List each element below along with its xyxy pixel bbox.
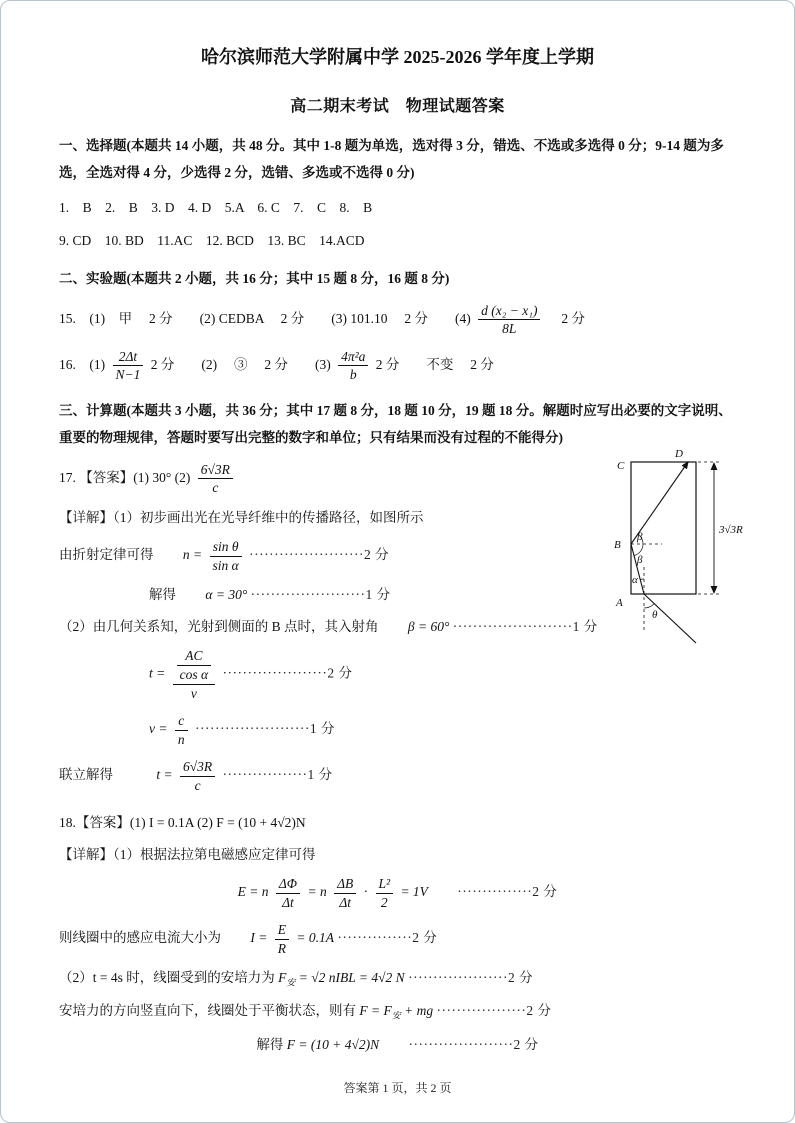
q17-t-lhs: t =: [149, 665, 166, 681]
q18-equilibrium-text: 安培力的方向竖直向下，线圈处于平衡状态，则有: [59, 1003, 356, 1019]
q18-emf-eq-2: = n: [307, 884, 327, 900]
q15-score: 2 分: [547, 310, 585, 326]
q18-ampere-text: （2）t = 4s 时，线圈受到的安培力为: [59, 970, 275, 986]
label-beta-lower: β: [637, 554, 643, 566]
question-15-answers: [59, 302, 736, 338]
single-choice-answers: 1. B 2. B 3. D 4. D 5.A 6. C 7. C 8. B: [59, 200, 373, 216]
label-alpha: α: [632, 574, 638, 586]
q17-t2-dots: ·················1 分: [222, 767, 333, 783]
q16-fraction-2-denominator: b: [349, 367, 357, 383]
optical-fiber-diagram: [608, 447, 786, 694]
ray-entry-to-b: [631, 544, 644, 594]
q17-geometry-text: （2）由几何关系知，光射到侧面的 B 点时，其入射角: [59, 618, 379, 634]
q17-law-label: 由折射定律可得: [59, 547, 154, 563]
q17-t2-fraction: [180, 759, 215, 793]
q17-answer-fraction-denominator: c: [212, 480, 219, 496]
q18-detail-line: 【详解】（1）根据法拉第电磁感应定律可得: [59, 846, 316, 862]
q17-n-fraction: [210, 539, 242, 573]
label-beta-upper: β: [637, 531, 643, 543]
q18-emf-fraction-1-numerator: ΔΦ: [276, 876, 300, 894]
q18-current-result: = 0.1A: [296, 930, 334, 946]
dimension-arrow-up: [711, 462, 718, 470]
q16-text-1: 16. (1): [59, 356, 106, 372]
question-16-answers: [59, 348, 736, 384]
q18-emf-fraction-2-numerator: ΔB: [334, 876, 356, 894]
label-d: D: [675, 448, 683, 460]
q17-n-dots: ·······················2 分: [249, 547, 390, 563]
q18-current-fraction-numerator: E: [275, 922, 289, 940]
q15-fraction-numerator: d (x₂ − x₁): [478, 303, 540, 321]
page-footer: 答案第 1 页，共 2 页: [343, 1081, 452, 1095]
q17-joint-label: 联立解得: [59, 767, 113, 783]
q18-ampere-f-letter: F: [278, 970, 287, 986]
alpha-arc: [640, 579, 644, 580]
q15-fraction-denominator: 8L: [502, 321, 517, 337]
q18-ampere-equation: = √2 nIBL = 4√2 N: [298, 970, 405, 986]
q18-ampere-dots: ····················2 分: [408, 970, 534, 986]
q17-detail-line: 【详解】（1）初步画出光在光导纤维中的传播路径，如图所示: [59, 509, 424, 525]
q17-t2-fraction-numerator: 6√3R: [180, 759, 215, 777]
q18-emf-dot-operator: ·: [363, 884, 369, 900]
q17-t-fraction-denominator: v: [190, 685, 197, 701]
q17-answer-fraction: [198, 462, 233, 496]
q18-emf-fraction-2: [334, 876, 356, 910]
q18-answer-line: 18.【答案】(1) I = 0.1A (2) F = (10 + 4√2)N: [59, 815, 306, 831]
q18-emf-result: = 1V: [400, 884, 428, 900]
q17-n-fraction-denominator: sin α: [212, 557, 239, 573]
q18-emf-fraction-2-denominator: Δt: [339, 894, 351, 910]
label-c: C: [617, 460, 625, 472]
q15-fraction: [478, 303, 540, 337]
q18-emf-fraction-1: [276, 876, 300, 910]
q18-final-equation: F = (10 + 4√2)N: [286, 1036, 380, 1052]
q18-emf-fraction-3-denominator: 2: [380, 894, 388, 910]
q17-figure: [608, 447, 786, 694]
page-subtitle: 高二期末考试 物理试题答案: [290, 97, 505, 115]
q18-emf-fraction-1-denominator: Δt: [282, 894, 294, 910]
q17-beta-dots: ························1 分: [452, 618, 598, 634]
q17-t2-fraction-denominator: c: [194, 777, 201, 793]
q16-fraction-1-denominator: N−1: [115, 367, 141, 383]
q16-text-3: 2 分 不变 2 分: [375, 356, 494, 372]
q17-t-fraction-numerator: [173, 648, 215, 684]
q15-text: 15. (1) 甲 2 分 (2) CEDBA 2 分 (3) 101.10 2 分 (4): [59, 310, 471, 326]
q18-current-label: 则线圈中的感应电流大小为: [59, 930, 221, 946]
q17-v-fraction-numerator: c: [175, 713, 188, 731]
q18-emf-lhs: E = n: [237, 884, 269, 900]
q18-current-dots: ···············2 分: [337, 930, 438, 946]
q17-t2-lhs: t =: [156, 767, 173, 783]
q17-v-dots: ·······················1 分: [194, 721, 336, 737]
q18-ampere-f-subscript: 安: [286, 978, 296, 989]
q18-equilibrium-mg: + mg: [404, 1003, 434, 1019]
q17-n-lhs: n =: [182, 547, 203, 563]
q18-equilibrium-equation: [359, 1003, 434, 1022]
q18-current-fraction-denominator: R: [277, 940, 286, 956]
q18-equilibrium-subscript: 安: [391, 1011, 401, 1022]
q18-ampere-force-line: [59, 967, 736, 990]
q18-final-line: [59, 1034, 736, 1056]
multi-choice-answers: 9. CD 10. BD 11.AC 12. BCD 13. BC 14.ACD: [59, 232, 365, 248]
label-a: A: [616, 597, 623, 609]
q16-text-2: 2 分 (2) ③ 2 分 (3): [150, 356, 331, 372]
q18-current-fraction: [275, 922, 289, 956]
q18-final-dots: ·····················2 分: [408, 1036, 539, 1052]
q18-final-label: 解得: [256, 1036, 284, 1052]
q18-emf-fraction-3: [376, 876, 394, 910]
q17-alpha-dots: ·······················1 分: [250, 587, 391, 603]
q17-t-fraction: [173, 648, 215, 701]
theta-arc: [644, 604, 654, 608]
q18-current-lhs: I =: [250, 930, 268, 946]
q18-ampere-f-symbol: [278, 970, 296, 989]
label-dimension: 3√3R: [719, 524, 743, 536]
section1-heading: 一、选择题(本题共 14 小题，共 48 分。其中 1-8 题为单选，选对得 3 分，错选、不选或多选得 0 分；9-14 题为多选，全选对得 4 分，少选得 2 分，选错、多选或不选得 0 分): [59, 138, 724, 181]
label-b: B: [614, 539, 621, 551]
label-theta: θ: [652, 609, 658, 621]
q17-t-inner-fraction: [177, 648, 211, 682]
q18-equilibrium-lhs: F = F: [359, 1003, 392, 1019]
q17-beta-value: β = 60°: [407, 618, 450, 634]
section2-heading: 二、实验题(本题共 2 小题，共 16 分；其中 15 题 8 分，16 题 8 分): [59, 270, 450, 286]
q17-n-fraction-numerator: sin θ: [210, 539, 242, 557]
q18-emf-dots: ···············2 分: [457, 884, 558, 900]
q16-fraction-2: [338, 349, 368, 383]
q18-equilibrium-dots: ··················2 分: [436, 1003, 552, 1019]
q18-emf-line: [59, 875, 736, 911]
q17-v-lhs: v =: [149, 721, 168, 737]
section3-heading: 三、计算题(本题共 3 小题，共 36 分；其中 17 题 8 分，18 题 10 分，19 题 18 分。解题时应写出必要的文字说明、重要的物理规律，答题时要写出完整的数字和单位；只有结果而没有过程的不能得分): [59, 402, 732, 445]
q17-joint-solution-line: [59, 758, 736, 794]
q18-current-line: [59, 921, 736, 957]
q16-fraction-2-numerator: 4π²a: [338, 349, 368, 367]
q17-answer-fraction-numerator: 6√3R: [198, 462, 233, 480]
q17-t-inner-numerator: AC: [177, 648, 211, 666]
q18-equilibrium-line: [59, 1000, 736, 1023]
q17-v-fraction-denominator: n: [177, 731, 185, 747]
q17-alpha-value: α = 30°: [205, 587, 248, 603]
q18-emf-fraction-3-numerator: L²: [376, 876, 394, 894]
q17-solve-label: 解得: [149, 587, 176, 603]
q17-answer-text: 17. 【答案】(1) 30° (2): [59, 469, 191, 485]
fiber-rectangle: [631, 462, 696, 594]
q17-v-fraction: [175, 713, 188, 747]
q17-velocity-line: [149, 712, 736, 748]
q16-fraction-1-numerator: 2Δt: [113, 349, 144, 367]
dimension-arrow-down: [711, 586, 718, 594]
page-title: 哈尔滨师范大学附属中学 2025-2026 学年度上学期: [201, 47, 594, 67]
q16-fraction-1: [113, 349, 144, 383]
q17-t-dots: ·····················2 分: [222, 665, 353, 681]
q17-t-inner-denominator: cos α: [179, 667, 209, 682]
